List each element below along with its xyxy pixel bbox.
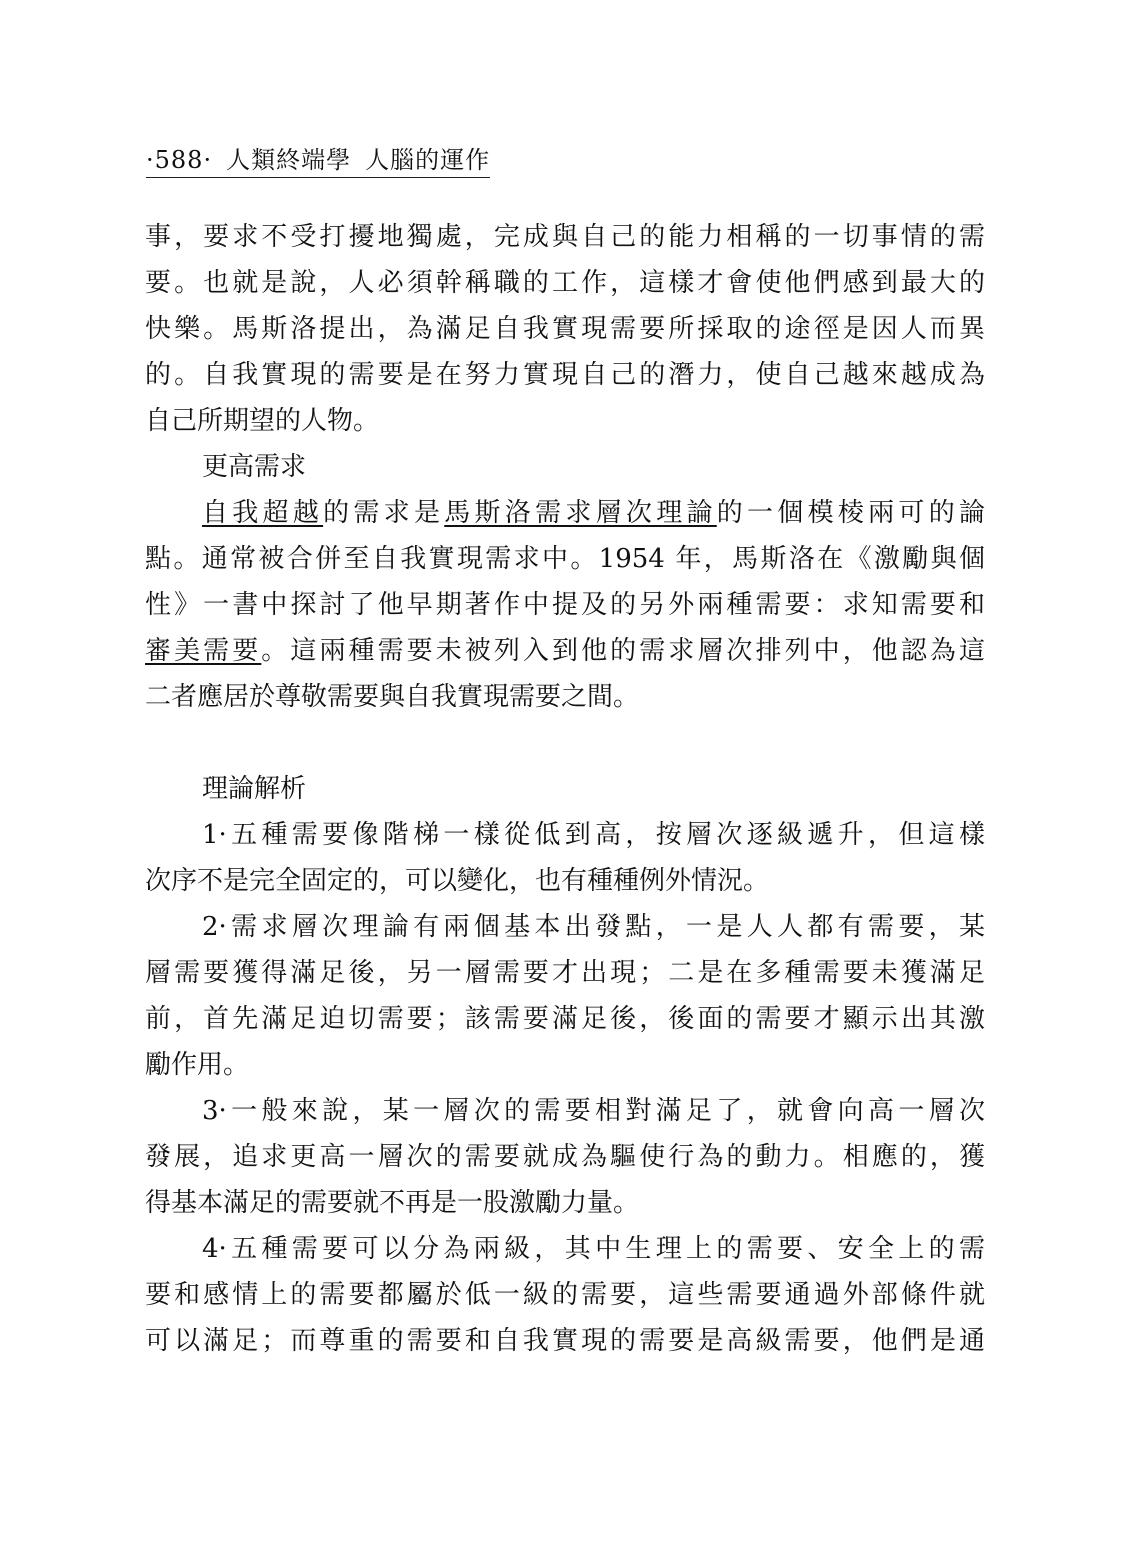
- link-aesthetic-needs[interactable]: 審美需要: [145, 636, 262, 666]
- list-item-line: 4·五種需要可以分為兩級，其中生理上的需要、安全上的需: [202, 1234, 985, 1264]
- text-run: 。這兩種需要未被列入到他的需求層次排列中，他認為這: [261, 636, 985, 666]
- book-title: 人類終端學: [226, 146, 352, 174]
- list-item-line: 要和感情上的需要都屬於低一級的需要，這些需要通過外部條件就: [145, 1280, 985, 1310]
- page-number: ·588·: [146, 146, 213, 174]
- list-item-line: 3·一般來說，某一層次的需要相對滿足了，就會向高一層次: [202, 1096, 985, 1126]
- text-line: 性》一書中探討了他早期著作中提及的另外兩種需要：求知需要和: [145, 590, 985, 620]
- text-line: 要。也就是說，人必須幹稱職的工作，這樣才會使他們感到最大的: [145, 268, 985, 298]
- section-heading: 理論解析: [202, 774, 307, 804]
- section-heading: 更高需求: [202, 452, 307, 482]
- text-line: 事，要求不受打擾地獨處，完成與自己的能力相稱的一切事情的需: [145, 222, 985, 252]
- text-line: 快樂。馬斯洛提出，為滿足自我實現需要所採取的途徑是因人而異: [145, 314, 985, 344]
- list-item-line: 勵作用。: [145, 1050, 250, 1080]
- chapter-title: 人腦的運作: [365, 146, 491, 174]
- list-item-line: 發展，追求更高一層次的需要就成為驅使行為的動力。相應的，獲: [145, 1142, 985, 1172]
- text-line: [145, 634, 985, 668]
- list-item-line: 前，首先滿足迫切需要；該需要滿足後，後面的需要才顯示出其激: [145, 1004, 985, 1034]
- list-item-line: 1·五種需要像階梯一樣從低到高，按層次逐級遞升，但這樣: [202, 820, 985, 850]
- running-header: [146, 140, 490, 178]
- list-item-line: 次序不是完全固定的，可以變化，也有種種例外情況。: [145, 866, 770, 896]
- list-item-line: 層需要獲得滿足後，另一層需要才出現；二是在多種需要未獲滿足: [145, 958, 985, 988]
- text-line: 點。通常被合併至自我實現需求中。1954 年，馬斯洛在《激勵與個: [145, 544, 985, 574]
- text-line: 二者應居於尊敬需要與自我實現需要之間。: [145, 682, 640, 712]
- list-item-line: 可以滿足；而尊重的需要和自我實現的需要是高級需要，他們是通: [145, 1326, 985, 1356]
- list-item-line: 得基本滿足的需要就不再是一股激勵力量。: [145, 1188, 640, 1218]
- link-self-transcendence[interactable]: 自我超越: [202, 498, 324, 528]
- link-maslow-hierarchy[interactable]: 馬斯洛需求層次理論: [444, 498, 717, 528]
- text-run: 的一個模棱兩可的論: [716, 498, 985, 528]
- text-line: [202, 496, 985, 530]
- text-run: 的需求是: [323, 498, 445, 528]
- list-item-line: 2·需求層次理論有兩個基本出發點，一是人人都有需要，某: [202, 912, 985, 942]
- text-line: 自己所期望的人物。: [145, 406, 380, 436]
- text-line: 的。自我實現的需要是在努力實現自己的潛力，使自己越來越成為: [145, 360, 985, 390]
